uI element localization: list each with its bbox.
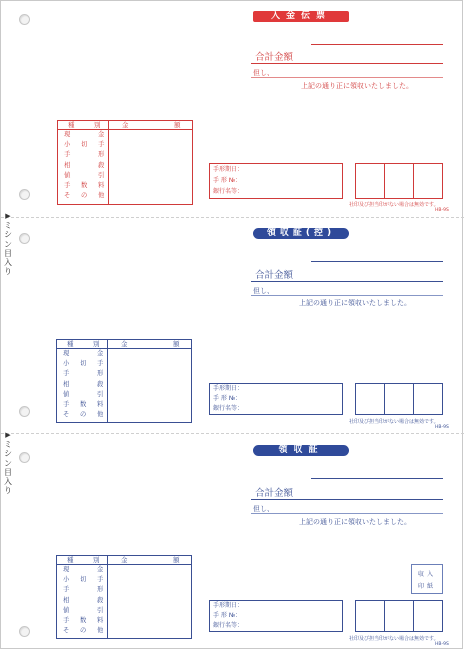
date-rule — [311, 44, 443, 45]
row-label-char: 手 — [63, 401, 70, 408]
payment-line: 銀行名等： — [213, 188, 244, 195]
row-label-char: 小 — [63, 576, 70, 584]
row-label-char: 値 — [64, 171, 71, 179]
header-cell: 金 — [121, 556, 128, 564]
row-label-char: 小 — [64, 141, 71, 149]
stamp-note: 社印及び担当印がない場合は無効です。 — [349, 419, 439, 425]
payment-line: 手 形 №： — [213, 395, 242, 402]
date-rule — [311, 478, 443, 479]
amount-label: 合計金額 — [255, 52, 294, 63]
section-title: 領収証(控) — [253, 228, 349, 239]
header-cell: 額 — [173, 556, 180, 564]
revenue-stamp-label: 収入 — [417, 571, 436, 578]
table-row — [58, 141, 108, 149]
form-code: HB-9S — [435, 425, 449, 430]
header-cell: 別 — [93, 340, 100, 348]
table-row — [57, 597, 107, 605]
row-label-char: 他 — [98, 192, 105, 200]
payment-line: 銀行名等： — [213, 405, 244, 412]
header-cell: 別 — [94, 121, 101, 129]
date-rule — [311, 261, 443, 262]
row-label-char: 切 — [80, 576, 87, 584]
row-label-char: 現 — [64, 131, 71, 138]
row-label-char: 金 — [98, 131, 105, 138]
payment-line: 手 形 №： — [213, 612, 242, 619]
row-label-char: 手 — [97, 360, 104, 368]
payment-line: 銀行名等： — [213, 622, 244, 629]
row-label-char: 料 — [97, 401, 104, 408]
row-label-char: 料 — [97, 617, 104, 624]
perforation-note-char: り — [4, 267, 12, 277]
header-cell: 金 — [121, 340, 128, 348]
payment-line: 手 形 №： — [213, 177, 242, 184]
table-row — [57, 576, 107, 584]
tadashi-rule — [251, 513, 443, 514]
perforation-note — [3, 431, 13, 495]
row-label-char: 他 — [97, 627, 104, 635]
row-label-char: 引 — [98, 171, 105, 179]
perforation-note-char: 入 — [4, 258, 12, 268]
row-label-char: 現 — [63, 566, 70, 573]
stamp-divider — [413, 384, 414, 414]
breakdown-table — [56, 339, 192, 423]
row-label-char: 金 — [97, 350, 104, 357]
table-row — [58, 151, 108, 159]
row-label-char: そ — [64, 192, 71, 200]
table-row — [58, 182, 108, 190]
header-cell: 種 — [67, 340, 74, 348]
amount-rule — [251, 281, 443, 282]
row-label-char: 金 — [97, 566, 104, 573]
section-title: 領収証 — [253, 445, 349, 456]
payment-line: 手形期日： — [213, 385, 244, 392]
table-header — [57, 340, 191, 349]
perforation-note-char: 目 — [4, 248, 12, 258]
row-label-char: の — [80, 627, 87, 635]
row-label-char: 数 — [80, 617, 87, 624]
table-row — [57, 627, 107, 635]
row-label-char: 値 — [63, 390, 70, 398]
perforation-note — [3, 212, 13, 276]
amount-rule — [251, 499, 443, 500]
row-label-char: の — [81, 192, 88, 200]
perforation-note-char: ン — [4, 239, 12, 249]
tadashi-label: 但し、 — [253, 287, 274, 295]
punch-hole — [19, 189, 30, 200]
row-label-char: 料 — [98, 182, 105, 189]
payment-info-box — [209, 163, 343, 199]
table-row — [57, 381, 107, 389]
row-label-char: 殺 — [98, 161, 105, 169]
breakdown-table — [57, 120, 193, 205]
perforation-note-char: 入 — [4, 477, 12, 487]
stamp-divider — [384, 601, 385, 631]
punch-hole — [19, 14, 30, 25]
punch-hole — [19, 452, 30, 463]
stamp-note: 社印及び担当印がない場合は無効です。 — [349, 636, 439, 642]
punch-hole — [19, 233, 30, 244]
stamp-divider — [413, 601, 414, 631]
row-label-char: 形 — [97, 586, 104, 594]
stamp-box — [355, 383, 443, 415]
payment-line: 手形期日： — [213, 166, 244, 173]
row-label-char: 手 — [64, 182, 71, 189]
amount-label: 合計金額 — [255, 270, 294, 281]
table-row — [57, 401, 107, 409]
row-label-char: 数 — [80, 401, 87, 408]
row-label-char: 他 — [97, 411, 104, 419]
row-label-char: 小 — [63, 360, 70, 368]
received-text: 上記の通り正に領収いたしました。 — [299, 299, 411, 307]
stamp-divider — [384, 164, 385, 198]
table-row — [58, 162, 108, 170]
header-cell: 種 — [67, 556, 74, 564]
row-label-char: 殺 — [97, 596, 104, 604]
row-label-char: そ — [63, 627, 70, 635]
row-label-char: 手 — [97, 576, 104, 584]
table-header — [58, 121, 192, 130]
perforation-note-text — [3, 212, 13, 276]
breakdown-table — [56, 555, 192, 639]
payment-info-box — [209, 383, 343, 415]
perforation-note-char: ミ — [4, 440, 12, 450]
table-row — [57, 370, 107, 378]
payment-line: 手形期日： — [213, 602, 244, 609]
tadashi-rule — [251, 295, 443, 296]
perforation-note-char: ▶ — [5, 431, 11, 439]
row-label-char: 手 — [63, 617, 70, 624]
row-label-char: 現 — [63, 350, 70, 357]
stamp-note: 社印及び担当印がない場合は無効です。 — [349, 202, 439, 208]
row-label-char: 形 — [97, 370, 104, 378]
row-label-char: 手 — [63, 370, 70, 378]
row-label-char: 切 — [81, 141, 88, 149]
perforation-note-char: 目 — [4, 467, 12, 477]
perforation-note-char: ミ — [4, 221, 12, 231]
table-row — [57, 586, 107, 594]
stamp-divider — [413, 164, 414, 198]
perforation-line — [1, 217, 464, 218]
form-code: HB-9S — [435, 642, 449, 647]
perforation-note-char: ▶ — [5, 212, 11, 220]
perforation-note-char: シ — [4, 449, 12, 459]
table-divider — [108, 121, 109, 204]
table-row — [57, 391, 107, 399]
header-cell: 額 — [174, 121, 181, 129]
stamp-box — [355, 600, 443, 632]
row-label-char: そ — [63, 411, 70, 419]
amount-rule — [251, 63, 443, 64]
received-text: 上記の通り正に領収いたしました。 — [299, 518, 411, 526]
table-row — [57, 411, 107, 419]
table-row — [57, 607, 107, 615]
table-row — [58, 131, 108, 139]
table-divider — [107, 340, 108, 422]
row-label-char: 引 — [97, 390, 104, 398]
row-label-char: 殺 — [97, 380, 104, 388]
form-code: HB-9S — [435, 208, 449, 213]
header-cell: 額 — [173, 340, 180, 348]
row-label-char: 手 — [64, 151, 71, 159]
table-row — [57, 360, 107, 368]
table-row — [57, 350, 107, 358]
punch-hole — [19, 406, 30, 417]
row-label-char: 相 — [64, 161, 71, 169]
table-row — [58, 172, 108, 180]
stamp-box — [355, 163, 443, 199]
received-text: 上記の通り正に領収いたしました。 — [301, 82, 413, 90]
header-cell: 種 — [68, 121, 75, 129]
table-row — [57, 566, 107, 574]
row-label-char: 相 — [63, 596, 70, 604]
perforation-note-char: り — [4, 486, 12, 496]
row-label-char: 値 — [63, 606, 70, 614]
punch-hole — [19, 626, 30, 637]
table-header — [57, 556, 191, 565]
perforation-note-text — [3, 431, 13, 495]
revenue-stamp-label: 印紙 — [417, 583, 436, 590]
row-label-char: の — [80, 411, 87, 419]
row-label-char: 形 — [98, 151, 105, 159]
perforation-note-char: シ — [4, 230, 12, 240]
row-label-char: 手 — [98, 141, 105, 149]
table-divider — [107, 556, 108, 638]
perforation-note-char: ン — [4, 458, 12, 468]
tadashi-rule — [251, 77, 443, 78]
revenue-stamp-box — [411, 564, 443, 594]
header-cell: 別 — [93, 556, 100, 564]
table-row — [58, 192, 108, 200]
stamp-divider — [384, 384, 385, 414]
tadashi-label: 但し、 — [253, 505, 274, 513]
row-label-char: 数 — [81, 182, 88, 189]
row-label-char: 引 — [97, 606, 104, 614]
tadashi-label: 但し、 — [253, 69, 274, 77]
row-label-char: 手 — [63, 586, 70, 594]
header-cell: 金 — [122, 121, 129, 129]
amount-label: 合計金額 — [255, 488, 294, 499]
row-label-char: 切 — [80, 360, 87, 368]
table-row — [57, 617, 107, 625]
row-label-char: 相 — [63, 380, 70, 388]
payment-info-box — [209, 600, 343, 632]
section-title: 入金伝票 — [253, 11, 349, 22]
perforation-line — [1, 433, 464, 434]
